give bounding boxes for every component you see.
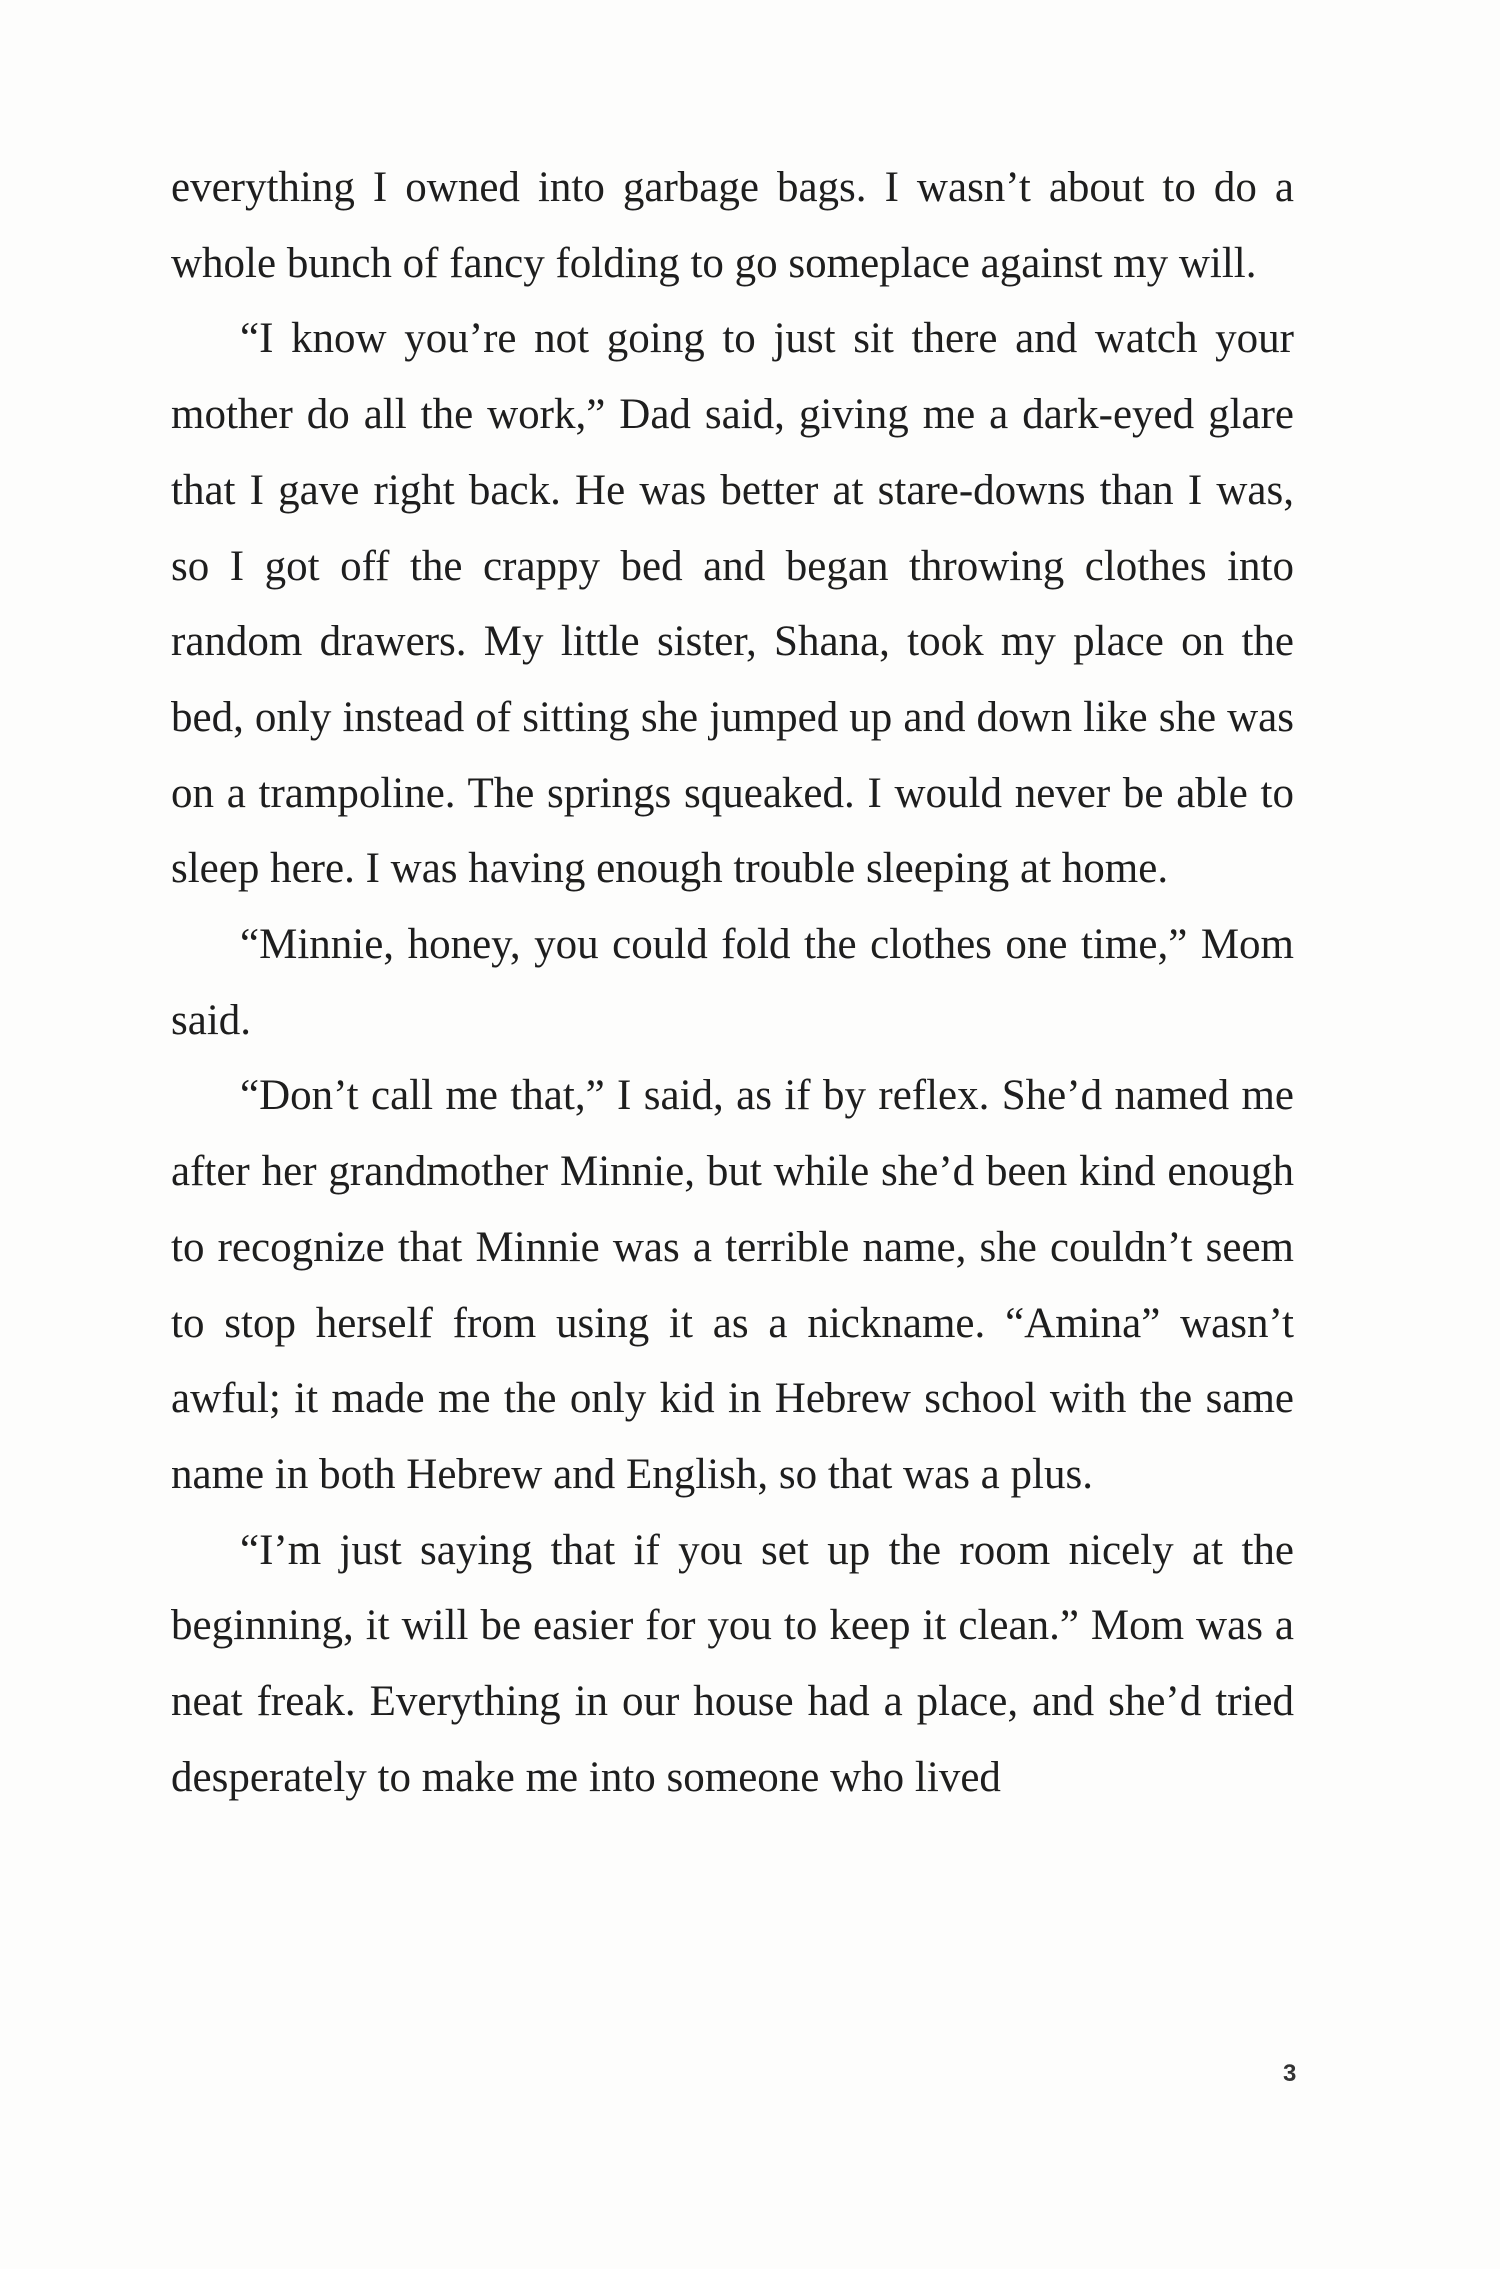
paragraph-dad-glare: “I know you’re not going to just sit there and watch your mother do all the work,” Dad said, giving me a dark-eyed glare that I gave right back. He was better at stare-downs than I was, so I got off the crappy bed and began throwing clothes into random drawers. My little sister, Shana, took my place on the bed, only instead of sitting she jumped up and down like she was on a trampoline. The springs squeaked. I would never be able to sleep here. I was having enough trouble sleeping at home. <box>171 315 1294 893</box>
paragraph-continuation: everything I owned into garbage bags. I wasn’t about to do a whole bunch of fancy folding to go someplace against my will. <box>171 164 1294 287</box>
page-number: 3 <box>1283 2060 1297 2087</box>
paragraph-mom-fold: “Minnie, honey, you could fold the clothes one time,” Mom said. <box>171 921 1294 1044</box>
paragraph-neat-freak: “I’m just saying that if you set up the room nicely at the beginning, it will be easier for you to keep it clean.” Mom was a neat freak. Everything in our house had a place, and she’d tried desperately to make me into someone who lived <box>171 1526 1294 1801</box>
body-text <box>171 150 1294 1815</box>
paragraph-name-minnie: “Don’t call me that,” I said, as if by reflex. She’d named me after her grandmother Minnie, but while she’d been kind enough to recognize that Minnie was a terrible name, she couldn’t seem to stop herself from using it as a nickname. “Amina” wasn’t awful; it made me the only kid in Hebrew school with the same name in both Hebrew and English, so that was a plus. <box>171 1072 1294 1498</box>
